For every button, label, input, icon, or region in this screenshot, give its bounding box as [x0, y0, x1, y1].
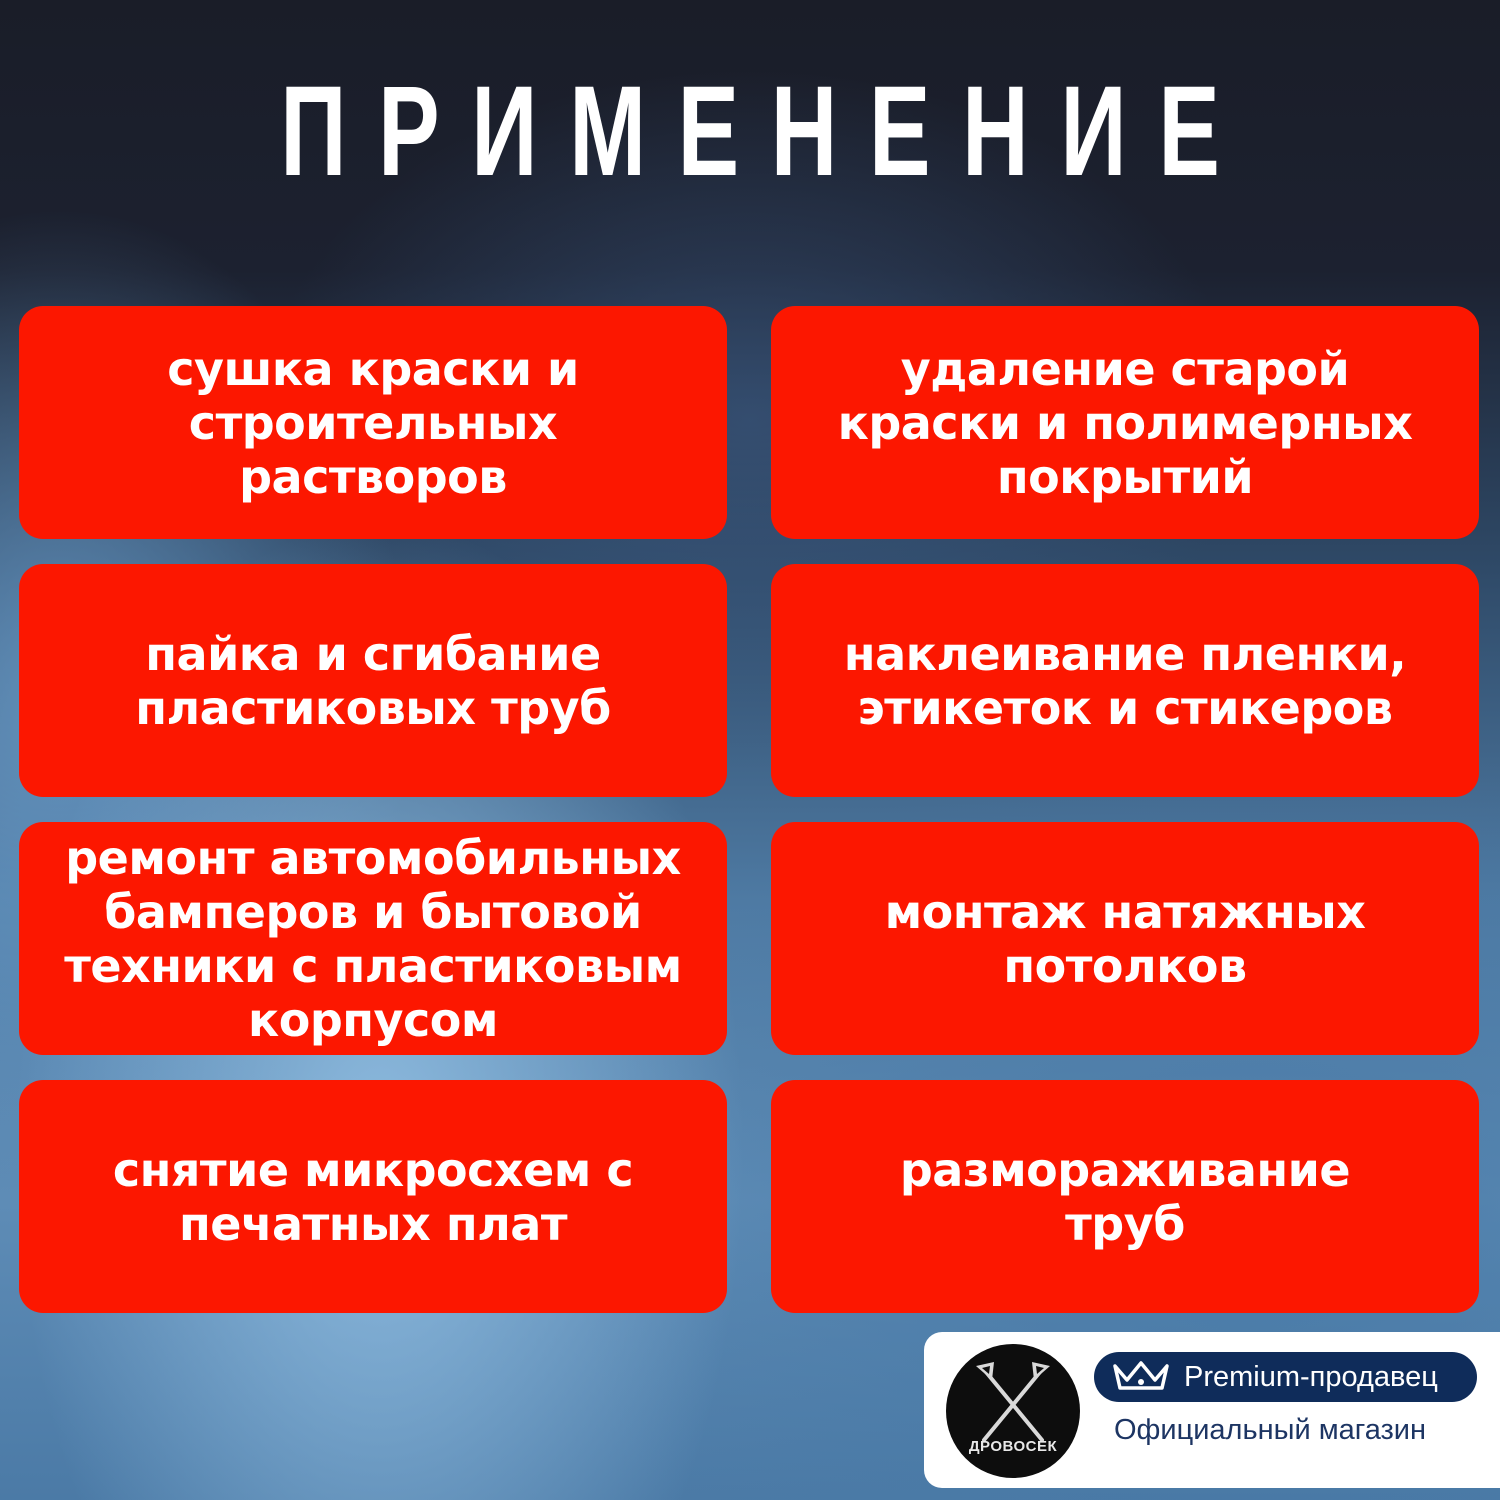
application-card-chip-removal: [19, 1080, 727, 1313]
applications-grid: [19, 306, 1479, 1313]
crown-icon: [1112, 1360, 1170, 1394]
application-card-text: наклеивание пленки, этикеток и стикеров: [843, 626, 1407, 735]
application-card-text: сушка краски и строительных растворов: [167, 341, 579, 504]
brand-logo-text: ДРОВОСЕК: [968, 1438, 1058, 1455]
application-card-paint-drying: [19, 306, 727, 539]
application-card-bumper-repair: [19, 822, 727, 1055]
application-card-pipe-thawing: [771, 1080, 1479, 1313]
application-card-text: удаление старой краски и полимерных покрытий: [837, 341, 1413, 504]
premium-seller-label: Premium-продавец: [1184, 1360, 1438, 1393]
application-card-text: размораживание труб: [899, 1142, 1351, 1251]
seller-badge: [924, 1332, 1500, 1488]
page-title: ПРИМЕНЕНИЕ: [280, 60, 1252, 203]
application-card-text: монтаж натяжных потолков: [884, 884, 1366, 993]
application-card-pipe-soldering: [19, 564, 727, 797]
crossed-axes-icon: [946, 1344, 1080, 1478]
application-card-paint-removal: [771, 306, 1479, 539]
application-card-text: пайка и сгибание пластиковых труб: [135, 626, 611, 735]
application-card-ceiling-install: [771, 822, 1479, 1055]
premium-seller-pill: [1094, 1352, 1477, 1402]
application-card-film-applying: [771, 564, 1479, 797]
application-card-text: ремонт автомобильных бамперов и бытовой техники с пластиковым корпусом: [64, 830, 682, 1047]
official-store-label: Официальный магазин: [1114, 1414, 1427, 1446]
application-card-text: снятие микросхем с печатных плат: [112, 1142, 634, 1251]
brand-logo: [946, 1344, 1080, 1478]
